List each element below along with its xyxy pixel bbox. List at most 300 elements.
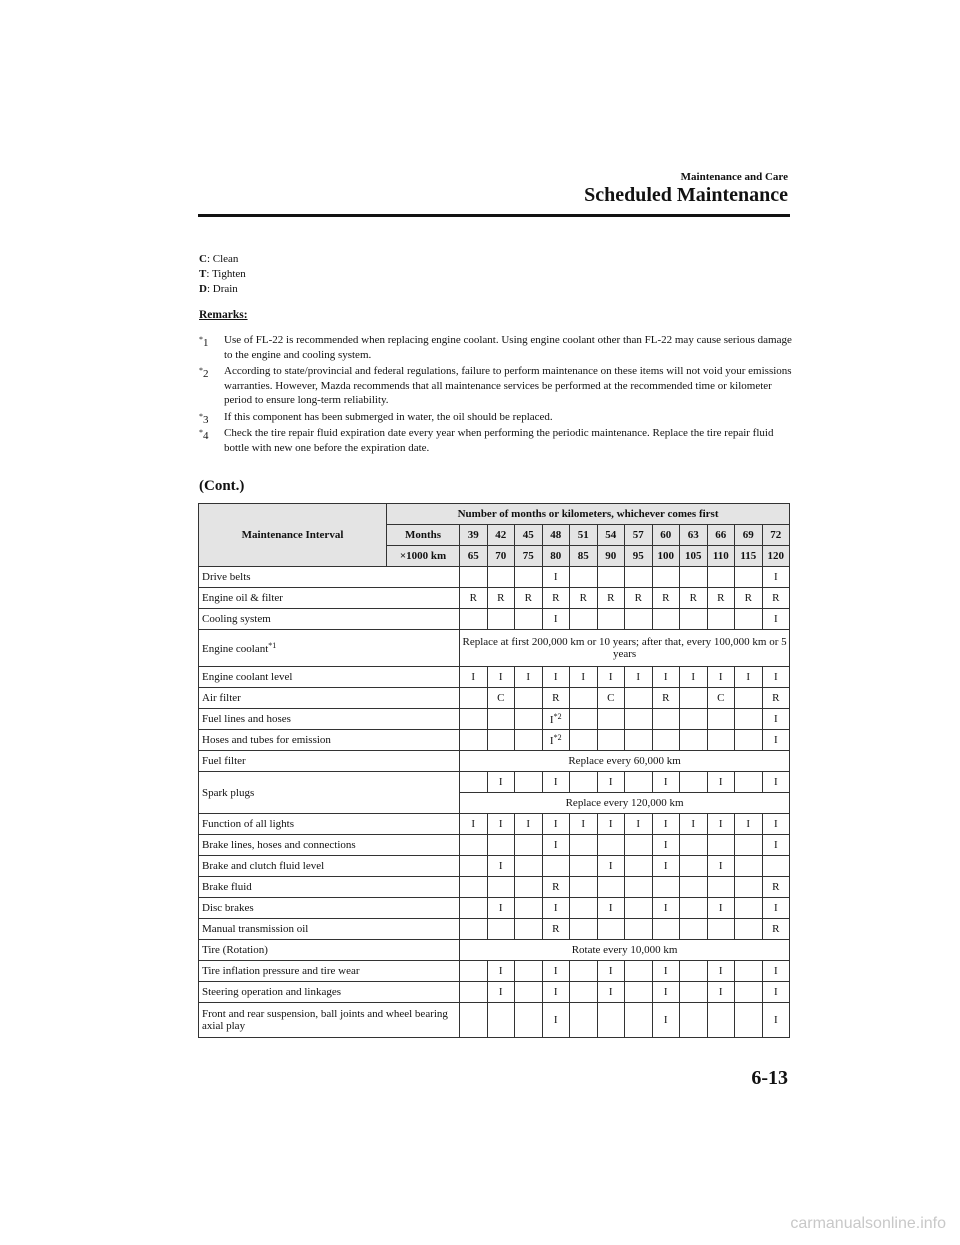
interval-cell: [460, 730, 488, 751]
page-title: Scheduled Maintenance: [584, 184, 788, 206]
interval-cell: [460, 567, 488, 588]
interval-cell: I: [762, 667, 790, 688]
item-label: [199, 630, 460, 667]
interval-cell: [680, 567, 708, 588]
km-value: 95: [625, 546, 653, 567]
item-label: [199, 609, 460, 630]
item-label: [199, 1003, 460, 1038]
interval-header: Maintenance Interval: [199, 504, 387, 567]
interval-cell: [570, 1003, 598, 1038]
interval-cell: I: [597, 856, 625, 877]
item-name: Disc brakes: [202, 902, 254, 914]
interval-cell: [570, 772, 598, 793]
table-row: [199, 688, 790, 709]
interval-cell: [597, 709, 625, 730]
interval-cell: [460, 919, 488, 940]
item-name: Manual transmission oil: [202, 923, 309, 935]
interval-cell: [735, 835, 763, 856]
km-value: 120: [762, 546, 790, 567]
interval-cell: I: [597, 814, 625, 835]
interval-cell: [625, 730, 653, 751]
interval-cell: [735, 961, 763, 982]
interval-cell: [625, 772, 653, 793]
item-name: Steering operation and linkages: [202, 986, 341, 998]
table-row: [199, 730, 790, 751]
interval-cell: [735, 609, 763, 630]
interval-cell: I: [707, 772, 735, 793]
interval-cell: [515, 835, 543, 856]
table-row: [199, 856, 790, 877]
interval-cell: [625, 709, 653, 730]
item-label: [199, 961, 460, 982]
interval-cell: I: [652, 1003, 680, 1038]
interval-cell: I: [735, 814, 763, 835]
months-label: Months: [387, 525, 460, 546]
interval-cell: I: [652, 898, 680, 919]
km-value: 90: [597, 546, 625, 567]
interval-cell: [680, 709, 708, 730]
interval-cell: I: [652, 961, 680, 982]
table-row: [199, 709, 790, 730]
item-label: [199, 877, 460, 898]
interval-cell: [460, 877, 488, 898]
km-value: 85: [570, 546, 598, 567]
interval-cell: I: [762, 772, 790, 793]
remark-note: *3 If this component has been submerged in water, the oil should be replaced.: [199, 411, 553, 426]
months-value: 69: [735, 525, 763, 546]
span-header: Number of months or kilometers, whichever comes first: [387, 504, 790, 525]
interval-cell: [735, 877, 763, 898]
months-value: 39: [460, 525, 488, 546]
interval-cell: I: [707, 898, 735, 919]
interval-cell: I: [652, 667, 680, 688]
interval-cell: [487, 919, 515, 940]
remark-note: *2 According to state/provincial and federal regulations, failure to perform maintenance on these items will not void your emissions warranties. However, Mazda recommends that all maintenance services be performed at the recommended time or kilometer period to ensure long-term reliability.: [199, 365, 792, 406]
interval-cell: I: [680, 667, 708, 688]
interval-cell: [487, 709, 515, 730]
interval-cell: I: [652, 982, 680, 1003]
interval-cell: [680, 609, 708, 630]
interval-cell: I: [460, 814, 488, 835]
months-value: 54: [597, 525, 625, 546]
interval-cell: I: [597, 898, 625, 919]
interval-cell: [460, 982, 488, 1003]
table-row: [199, 898, 790, 919]
interval-cell: I: [460, 667, 488, 688]
interval-cell: I: [515, 667, 543, 688]
interval-cell: [570, 567, 598, 588]
interval-cell: [570, 877, 598, 898]
interval-cell: [460, 772, 488, 793]
interval-cell: [515, 982, 543, 1003]
interval-cell: I: [597, 982, 625, 1003]
interval-cell: R: [487, 588, 515, 609]
interval-cell: I: [542, 609, 570, 630]
table-row: [199, 609, 790, 630]
interval-cell: [487, 609, 515, 630]
interval-cell: [460, 898, 488, 919]
interval-cell: [515, 730, 543, 751]
interval-cell: [625, 835, 653, 856]
km-value: 75: [515, 546, 543, 567]
interval-cell: [625, 982, 653, 1003]
interval-cell: I: [652, 835, 680, 856]
interval-cell: C: [597, 688, 625, 709]
interval-cell: [570, 609, 598, 630]
remark-note: *1 Use of FL-22 is recommended when replacing engine coolant. Using engine coolant other than FL-22 may cause serious damage to the engine and cooling system.: [199, 334, 792, 361]
interval-cell: I: [542, 835, 570, 856]
item-label: [199, 898, 460, 919]
interval-cell: [515, 772, 543, 793]
interval-cell: [460, 856, 488, 877]
span-cell: Replace at first 200,000 km or 10 years; after that, every 100,000 km or 5 years: [460, 630, 790, 667]
interval-cell: [515, 609, 543, 630]
interval-cell: [680, 919, 708, 940]
interval-cell: I: [487, 814, 515, 835]
span-cell: Replace every 120,000 km: [460, 793, 790, 814]
item-name: Fuel filter: [202, 755, 246, 767]
table-row: [199, 567, 790, 588]
interval-cell: I: [625, 814, 653, 835]
interval-cell: I: [707, 814, 735, 835]
interval-cell: I: [542, 1003, 570, 1038]
interval-cell: R: [460, 588, 488, 609]
item-name: Brake fluid: [202, 881, 252, 893]
interval-cell: [515, 709, 543, 730]
interval-cell: C: [487, 688, 515, 709]
interval-cell: I: [762, 898, 790, 919]
item-label: [199, 772, 460, 814]
interval-cell: I: [542, 567, 570, 588]
item-label: [199, 709, 460, 730]
interval-cell: [570, 709, 598, 730]
interval-cell: [735, 688, 763, 709]
interval-cell: I: [652, 856, 680, 877]
interval-cell: [652, 919, 680, 940]
interval-cell: I: [762, 961, 790, 982]
span-cell: Rotate every 10,000 km: [460, 940, 790, 961]
interval-cell: I: [652, 814, 680, 835]
interval-cell: [680, 1003, 708, 1038]
months-value: 66: [707, 525, 735, 546]
header-rule: [198, 214, 790, 217]
interval-cell: [707, 609, 735, 630]
item-label: [199, 940, 460, 961]
interval-cell: I: [597, 961, 625, 982]
item-name: Engine coolant: [202, 643, 269, 655]
interval-cell: R: [542, 919, 570, 940]
interval-cell: R: [515, 588, 543, 609]
interval-cell: [735, 772, 763, 793]
interval-cell: [570, 835, 598, 856]
interval-cell: I: [542, 898, 570, 919]
maintenance-schedule-table: [198, 503, 790, 1038]
km-value: 105: [680, 546, 708, 567]
interval-cell: [735, 856, 763, 877]
interval-cell: I: [762, 567, 790, 588]
km-value: 100: [652, 546, 680, 567]
table-row: [199, 588, 790, 609]
interval-cell: [542, 856, 570, 877]
item-name: Tire (Rotation): [202, 944, 268, 956]
interval-cell: [680, 982, 708, 1003]
item-label: [199, 856, 460, 877]
interval-cell: [680, 961, 708, 982]
km-label: ×1000 km: [387, 546, 460, 567]
item-label: [199, 919, 460, 940]
interval-cell: [597, 567, 625, 588]
interval-cell: [625, 961, 653, 982]
interval-cell: [735, 709, 763, 730]
interval-cell: R: [707, 588, 735, 609]
table-row: [199, 630, 790, 667]
item-name: Hoses and tubes for emission: [202, 734, 331, 746]
item-name: Spark plugs: [202, 786, 255, 799]
interval-cell: R: [570, 588, 598, 609]
interval-cell: R: [762, 688, 790, 709]
item-label: [199, 730, 460, 751]
km-value: 80: [542, 546, 570, 567]
interval-cell: [570, 688, 598, 709]
interval-cell: [487, 835, 515, 856]
interval-cell: [460, 688, 488, 709]
interval-cell: $I^{*2}$: [542, 709, 570, 730]
item-name: Brake lines, hoses and connections: [202, 839, 356, 851]
interval-cell: [707, 730, 735, 751]
interval-cell: [652, 709, 680, 730]
interval-cell: [625, 609, 653, 630]
interval-cell: I: [707, 667, 735, 688]
interval-cell: I: [680, 814, 708, 835]
table-row: [199, 814, 790, 835]
months-value: 63: [680, 525, 708, 546]
item-name: Engine coolant level: [202, 671, 293, 683]
item-name: Drive belts: [202, 571, 251, 583]
km-value: 65: [460, 546, 488, 567]
item-label: [199, 814, 460, 835]
interval-cell: [652, 567, 680, 588]
item-name: Front and rear suspension, ball joints and wheel bearing axial play: [202, 1008, 448, 1032]
interval-cell: [515, 898, 543, 919]
interval-cell: [515, 1003, 543, 1038]
interval-cell: [487, 567, 515, 588]
interval-cell: [515, 688, 543, 709]
interval-cell: [735, 898, 763, 919]
interval-cell: [460, 835, 488, 856]
interval-cell: [652, 609, 680, 630]
interval-cell: I: [570, 667, 598, 688]
interval-cell: R: [762, 877, 790, 898]
remark-note: *4 Check the tire repair fluid expiration date every year when performing the periodic maintenance. Replace the tire repair fluid bottle with new one before the expiration date.: [199, 427, 774, 454]
interval-cell: I: [487, 982, 515, 1003]
interval-cell: R: [735, 588, 763, 609]
interval-cell: [680, 730, 708, 751]
item-name: Function of all lights: [202, 818, 294, 830]
interval-cell: [570, 856, 598, 877]
interval-cell: I: [542, 961, 570, 982]
legend-tighten: T: Tighten: [199, 268, 246, 280]
interval-cell: [570, 898, 598, 919]
interval-cell: I: [515, 814, 543, 835]
item-label: [199, 982, 460, 1003]
interval-cell: [597, 730, 625, 751]
interval-cell: [597, 1003, 625, 1038]
interval-cell: I: [762, 709, 790, 730]
interval-cell: [625, 898, 653, 919]
interval-cell: [460, 1003, 488, 1038]
remarks-title: Remarks:: [199, 309, 248, 321]
interval-cell: [487, 877, 515, 898]
interval-cell: R: [762, 919, 790, 940]
interval-cell: I: [487, 667, 515, 688]
table-row: [199, 961, 790, 982]
interval-cell: [570, 730, 598, 751]
interval-cell: [625, 856, 653, 877]
interval-cell: [625, 919, 653, 940]
interval-cell: I: [487, 961, 515, 982]
months-value: 60: [652, 525, 680, 546]
interval-cell: [680, 772, 708, 793]
interval-cell: I: [542, 814, 570, 835]
interval-cell: [625, 877, 653, 898]
interval-cell: I: [570, 814, 598, 835]
interval-cell: I: [707, 982, 735, 1003]
interval-cell: R: [542, 688, 570, 709]
interval-cell: [707, 567, 735, 588]
interval-cell: [460, 709, 488, 730]
table-row: [199, 877, 790, 898]
interval-cell: I: [487, 856, 515, 877]
watermark: carmanualsonline.info: [790, 1215, 946, 1232]
table-row: [199, 940, 790, 961]
interval-cell: [707, 919, 735, 940]
interval-cell: [570, 982, 598, 1003]
interval-cell: I: [707, 961, 735, 982]
table-header-row: [199, 504, 790, 525]
item-name: Tire inflation pressure and tire wear: [202, 965, 360, 977]
interval-cell: [680, 835, 708, 856]
interval-cell: $I^{*2}$: [542, 730, 570, 751]
table-row: [199, 751, 790, 772]
interval-cell: [625, 688, 653, 709]
interval-cell: [570, 919, 598, 940]
interval-cell: R: [542, 877, 570, 898]
table-row: [199, 772, 790, 793]
months-value: 72: [762, 525, 790, 546]
interval-cell: I: [762, 609, 790, 630]
interval-cell: [680, 898, 708, 919]
interval-cell: [707, 709, 735, 730]
interval-cell: R: [652, 588, 680, 609]
span-cell: Replace every 60,000 km: [460, 751, 790, 772]
item-name: Air filter: [202, 692, 241, 704]
months-value: 48: [542, 525, 570, 546]
interval-cell: [515, 567, 543, 588]
interval-cell: R: [625, 588, 653, 609]
km-value: 70: [487, 546, 515, 567]
interval-cell: I: [707, 856, 735, 877]
interval-cell: [707, 1003, 735, 1038]
interval-cell: [597, 609, 625, 630]
interval-cell: I: [652, 772, 680, 793]
interval-cell: R: [597, 588, 625, 609]
interval-cell: [625, 1003, 653, 1038]
km-value: 110: [707, 546, 735, 567]
interval-cell: I: [762, 1003, 790, 1038]
interval-cell: [597, 835, 625, 856]
page-number: 6-13: [751, 1067, 788, 1089]
interval-cell: [680, 688, 708, 709]
item-label: [199, 667, 460, 688]
interval-cell: [707, 835, 735, 856]
km-value: 115: [735, 546, 763, 567]
interval-cell: [625, 567, 653, 588]
months-value: 42: [487, 525, 515, 546]
item-name: Brake and clutch fluid level: [202, 860, 325, 872]
interval-cell: I: [762, 982, 790, 1003]
months-value: 45: [515, 525, 543, 546]
interval-cell: I: [735, 667, 763, 688]
interval-cell: [735, 982, 763, 1003]
interval-cell: I: [597, 772, 625, 793]
interval-cell: [515, 919, 543, 940]
interval-cell: R: [542, 588, 570, 609]
interval-cell: I: [487, 772, 515, 793]
interval-cell: [597, 919, 625, 940]
interval-cell: R: [680, 588, 708, 609]
interval-cell: [597, 877, 625, 898]
interval-cell: C: [707, 688, 735, 709]
months-value: 57: [625, 525, 653, 546]
item-name: Fuel lines and hoses: [202, 713, 291, 725]
interval-cell: [707, 877, 735, 898]
table-row: [199, 1003, 790, 1038]
item-name: Cooling system: [202, 613, 271, 625]
interval-cell: [570, 961, 598, 982]
interval-cell: [680, 877, 708, 898]
interval-cell: I: [762, 835, 790, 856]
interval-cell: [515, 877, 543, 898]
interval-cell: R: [652, 688, 680, 709]
interval-cell: I: [762, 814, 790, 835]
interval-cell: [515, 856, 543, 877]
table-row: [199, 919, 790, 940]
interval-cell: [680, 856, 708, 877]
interval-cell: [735, 730, 763, 751]
interval-cell: I: [487, 898, 515, 919]
interval-cell: [487, 1003, 515, 1038]
table-row: [199, 982, 790, 1003]
interval-cell: I: [597, 667, 625, 688]
item-label: [199, 567, 460, 588]
item-label: [199, 751, 460, 772]
interval-cell: [515, 961, 543, 982]
footnote-ref: *1: [268, 641, 277, 650]
interval-cell: [735, 567, 763, 588]
item-label: [199, 688, 460, 709]
interval-cell: I: [542, 982, 570, 1003]
interval-cell: I: [762, 730, 790, 751]
interval-cell: [487, 730, 515, 751]
interval-cell: [652, 877, 680, 898]
interval-cell: [762, 856, 790, 877]
section-label: Maintenance and Care: [680, 171, 788, 183]
interval-cell: R: [762, 588, 790, 609]
item-label: [199, 835, 460, 856]
interval-cell: [735, 919, 763, 940]
item-name: Engine oil & filter: [202, 592, 283, 604]
interval-cell: I: [542, 667, 570, 688]
